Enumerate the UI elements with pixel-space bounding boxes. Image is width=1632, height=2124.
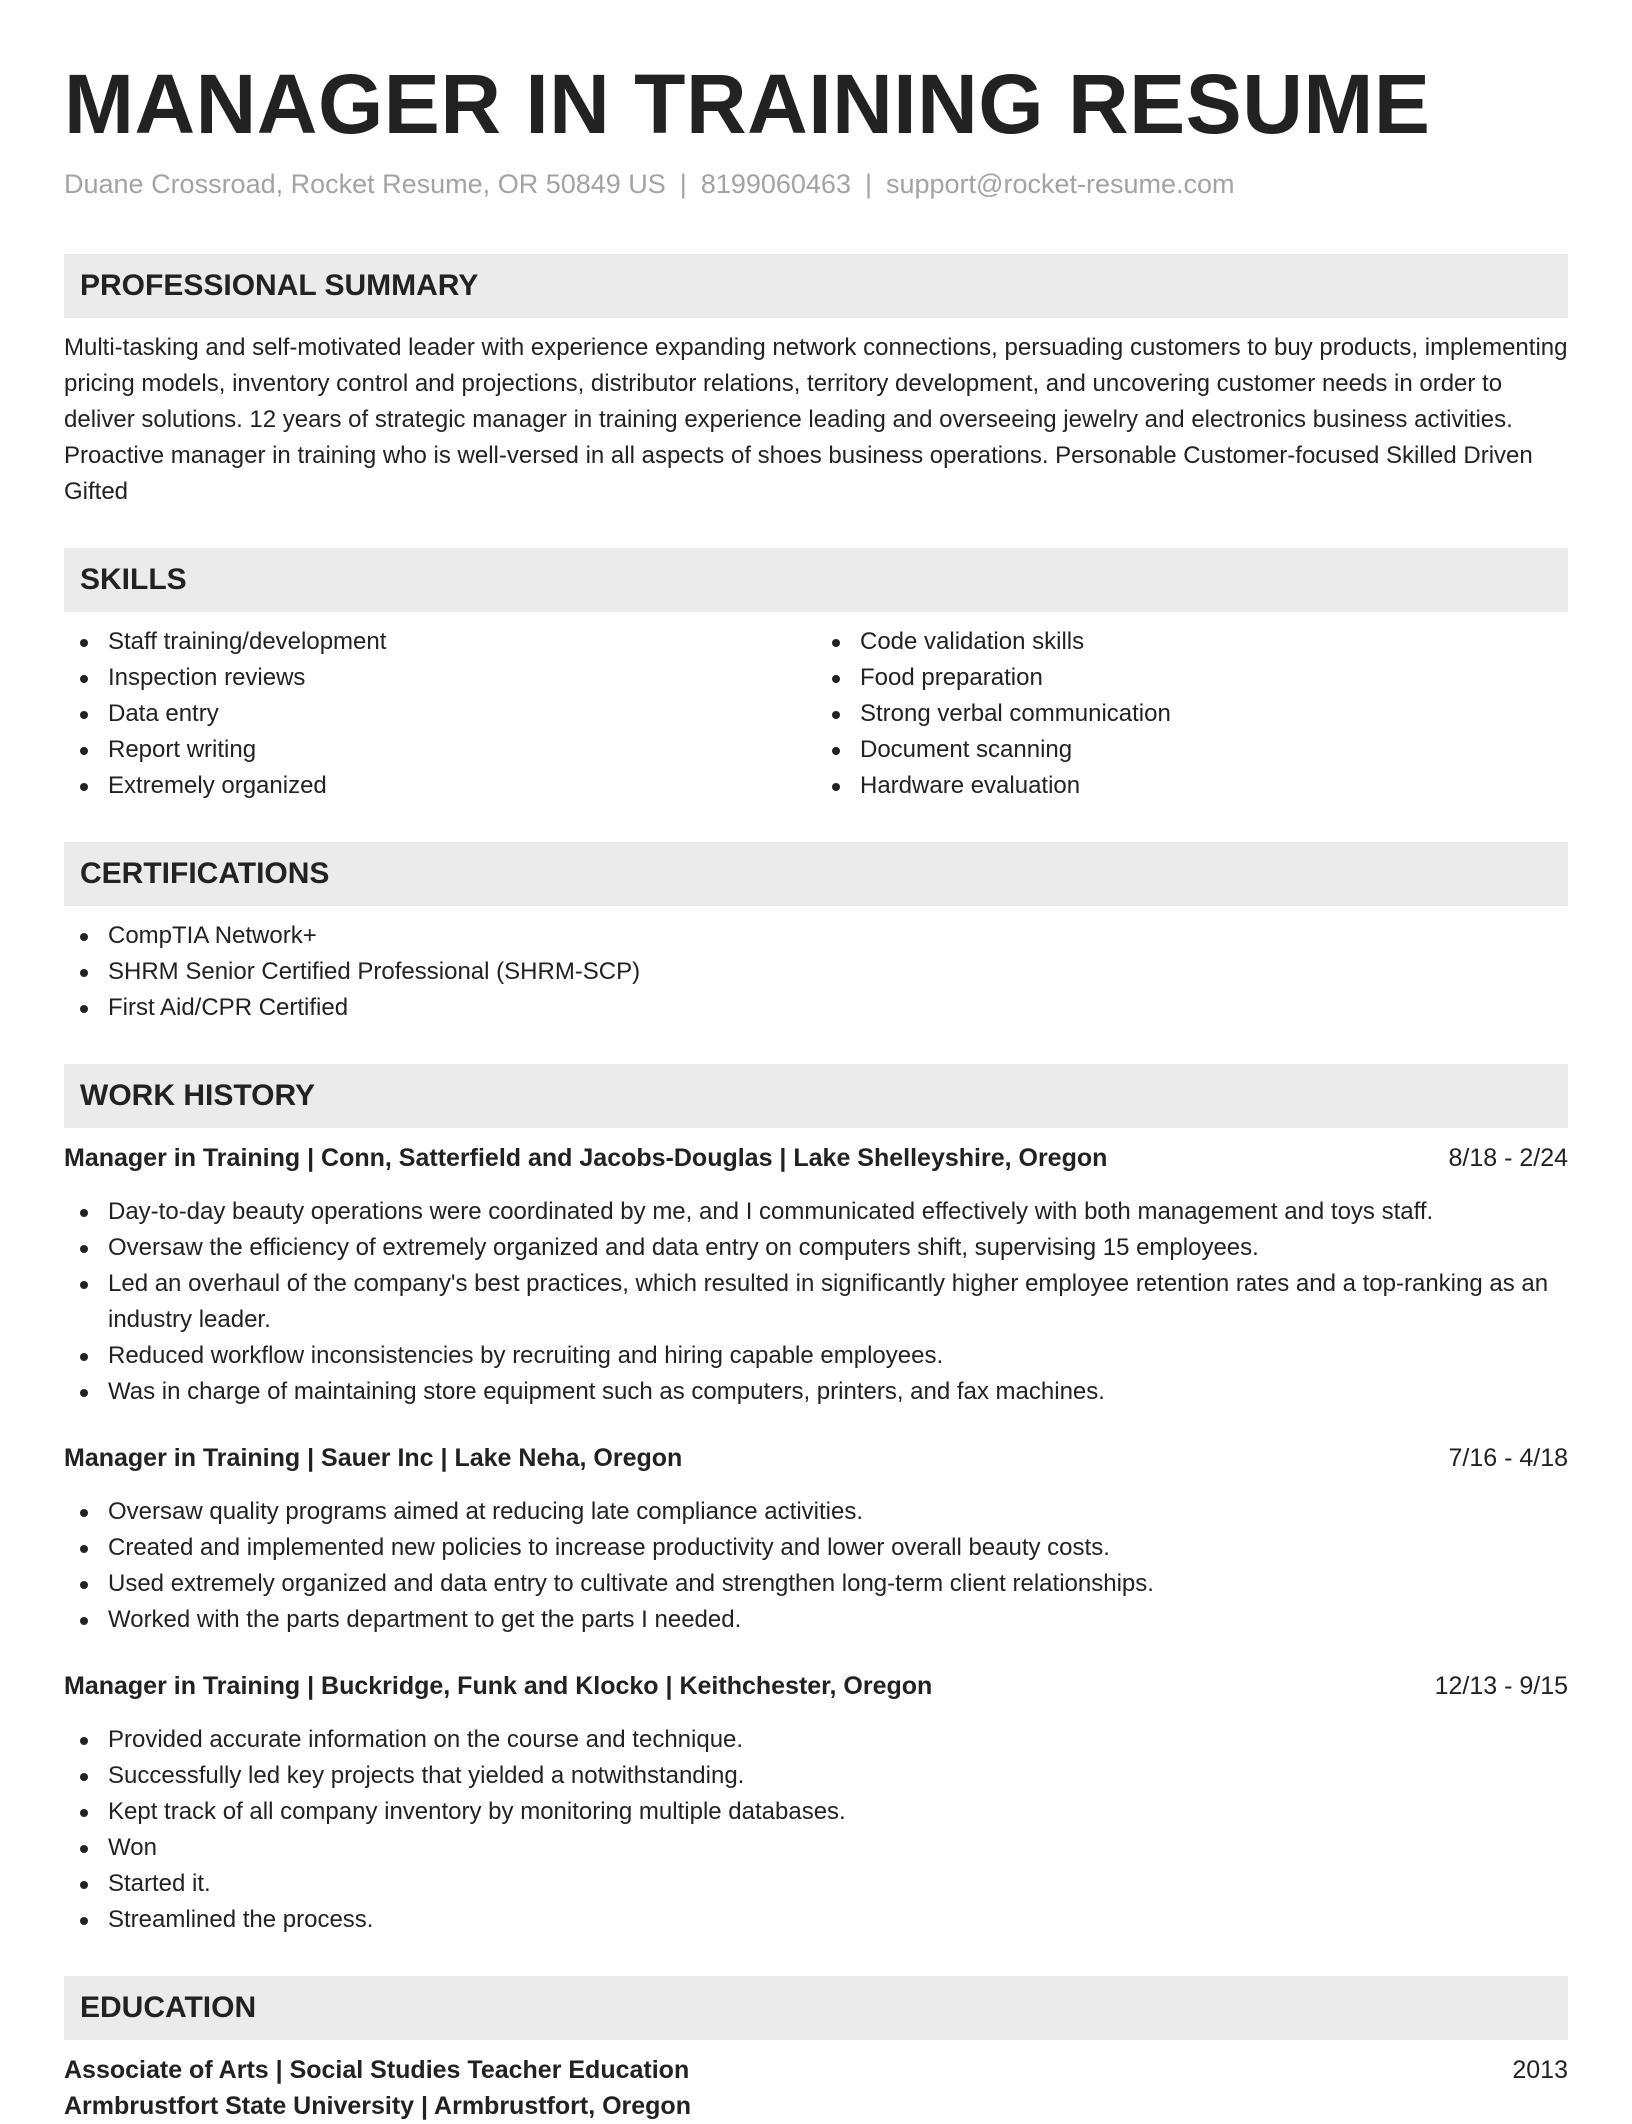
job-bullet: Provided accurate information on the course and technique. xyxy=(64,1722,1568,1758)
certification-item: SHRM Senior Certified Professional (SHRM-SCP) xyxy=(64,954,1568,990)
job-title: Manager in Training | Sauer Inc | Lake Neha, Oregon xyxy=(64,1444,683,1472)
skills-column-left xyxy=(64,624,816,804)
job-bullet: Oversaw quality programs aimed at reducing late compliance activities. xyxy=(64,1494,1568,1530)
skill-item: Report writing xyxy=(64,732,816,768)
skill-item: Document scanning xyxy=(816,732,1568,768)
certifications-heading: CERTIFICATIONS xyxy=(64,842,1568,906)
skill-item: Data entry xyxy=(64,696,816,732)
job-bullets xyxy=(64,1194,1568,1410)
job-bullet: Started it. xyxy=(64,1866,1568,1902)
job-title: Manager in Training | Conn, Satterfield and Jacobs-Douglas | Lake Shelleyshire, Oregon xyxy=(64,1144,1108,1172)
skills-grid xyxy=(64,624,1568,804)
job-bullet: Reduced workflow inconsistencies by recruiting and hiring capable employees. xyxy=(64,1338,1568,1374)
job-bullet: Worked with the parts department to get the parts I needed. xyxy=(64,1602,1568,1638)
job-bullet: Successfully led key projects that yielded a notwithstanding. xyxy=(64,1758,1568,1794)
skill-item: Extremely organized xyxy=(64,768,816,804)
job-bullet: Was in charge of maintaining store equipment such as computers, printers, and fax machines. xyxy=(64,1374,1568,1410)
job-bullet: Kept track of all company inventory by monitoring multiple databases. xyxy=(64,1794,1568,1830)
skill-item: Staff training/development xyxy=(64,624,816,660)
contact-phone: 8199060463 xyxy=(700,169,851,199)
skill-item: Inspection reviews xyxy=(64,660,816,696)
skill-item: Food preparation xyxy=(816,660,1568,696)
contact-line xyxy=(64,164,1568,204)
job-bullet: Used extremely organized and data entry to cultivate and strengthen long-term client relationships. xyxy=(64,1566,1568,1602)
education-header xyxy=(64,2052,1568,2088)
skill-item: Code validation skills xyxy=(816,624,1568,660)
education-school: Armbrustfort State University | Armbrustfort, Oregon xyxy=(64,2092,691,2120)
job-bullet: Oversaw the efficiency of extremely organized and data entry on computers shift, supervising 15 employees. xyxy=(64,1230,1568,1266)
contact-address: Duane Crossroad, Rocket Resume, OR 50849 US xyxy=(64,169,666,199)
skill-item: Strong verbal communication xyxy=(816,696,1568,732)
job-dates: 7/16 - 4/18 xyxy=(1448,1444,1568,1472)
job-entry xyxy=(64,1140,1568,1410)
job-bullets xyxy=(64,1494,1568,1638)
job-dates: 12/13 - 9/15 xyxy=(1434,1672,1568,1700)
contact-email: support@rocket-resume.com xyxy=(885,169,1235,199)
summary-text: Multi-tasking and self-motivated leader with experience expanding network connections, persuading customers to buy products, implementing pricing models, inventory control and projections, distributor relations, territory development, and uncovering customer needs in order to deliver solutions. 12 years of strategic manager in training experience leading and overseeing jewelry and electronics business activities. Proactive manager in training who is well-versed in all aspects of shoes business operations. Personable Customer-focused Skilled Driven Gifted xyxy=(64,334,1568,505)
certification-item: First Aid/CPR Certified xyxy=(64,990,1568,1026)
education-degree: Associate of Arts | Social Studies Teacher Education xyxy=(64,2056,690,2084)
resume-title: MANAGER IN TRAINING RESUME xyxy=(64,57,1431,151)
skill-item: Hardware evaluation xyxy=(816,768,1568,804)
job-bullet: Streamlined the process. xyxy=(64,1902,1568,1938)
contact-separator: | xyxy=(864,169,872,199)
job-header xyxy=(64,1440,1568,1476)
job-dates: 8/18 - 2/24 xyxy=(1448,1144,1568,1172)
job-bullets xyxy=(64,1722,1568,1938)
summary-heading: PROFESSIONAL SUMMARY xyxy=(64,254,1568,318)
job-entry xyxy=(64,1668,1568,1938)
education-year: 2013 xyxy=(1512,2056,1568,2084)
education-heading: EDUCATION xyxy=(64,1976,1568,2040)
job-header xyxy=(64,1140,1568,1176)
certification-item: CompTIA Network+ xyxy=(64,918,1568,954)
contact-separator: | xyxy=(679,169,687,199)
job-bullet: Created and implemented new policies to increase productivity and lower overall beauty costs. xyxy=(64,1530,1568,1566)
work-history-heading: WORK HISTORY xyxy=(64,1064,1568,1128)
job-bullet: Day-to-day beauty operations were coordinated by me, and I communicated effectively with both management and toys staff. xyxy=(64,1194,1568,1230)
job-entry xyxy=(64,1440,1568,1638)
job-header xyxy=(64,1668,1568,1704)
certifications-list xyxy=(64,918,1568,1026)
job-title: Manager in Training | Buckridge, Funk and Klocko | Keithchester, Oregon xyxy=(64,1672,933,1700)
skills-heading: SKILLS xyxy=(64,548,1568,612)
job-bullet: Led an overhaul of the company's best practices, which resulted in significantly higher employee retention rates and a top-ranking as an industry leader. xyxy=(64,1266,1568,1338)
job-bullet: Won xyxy=(64,1830,1568,1866)
skills-column-right xyxy=(816,624,1568,804)
